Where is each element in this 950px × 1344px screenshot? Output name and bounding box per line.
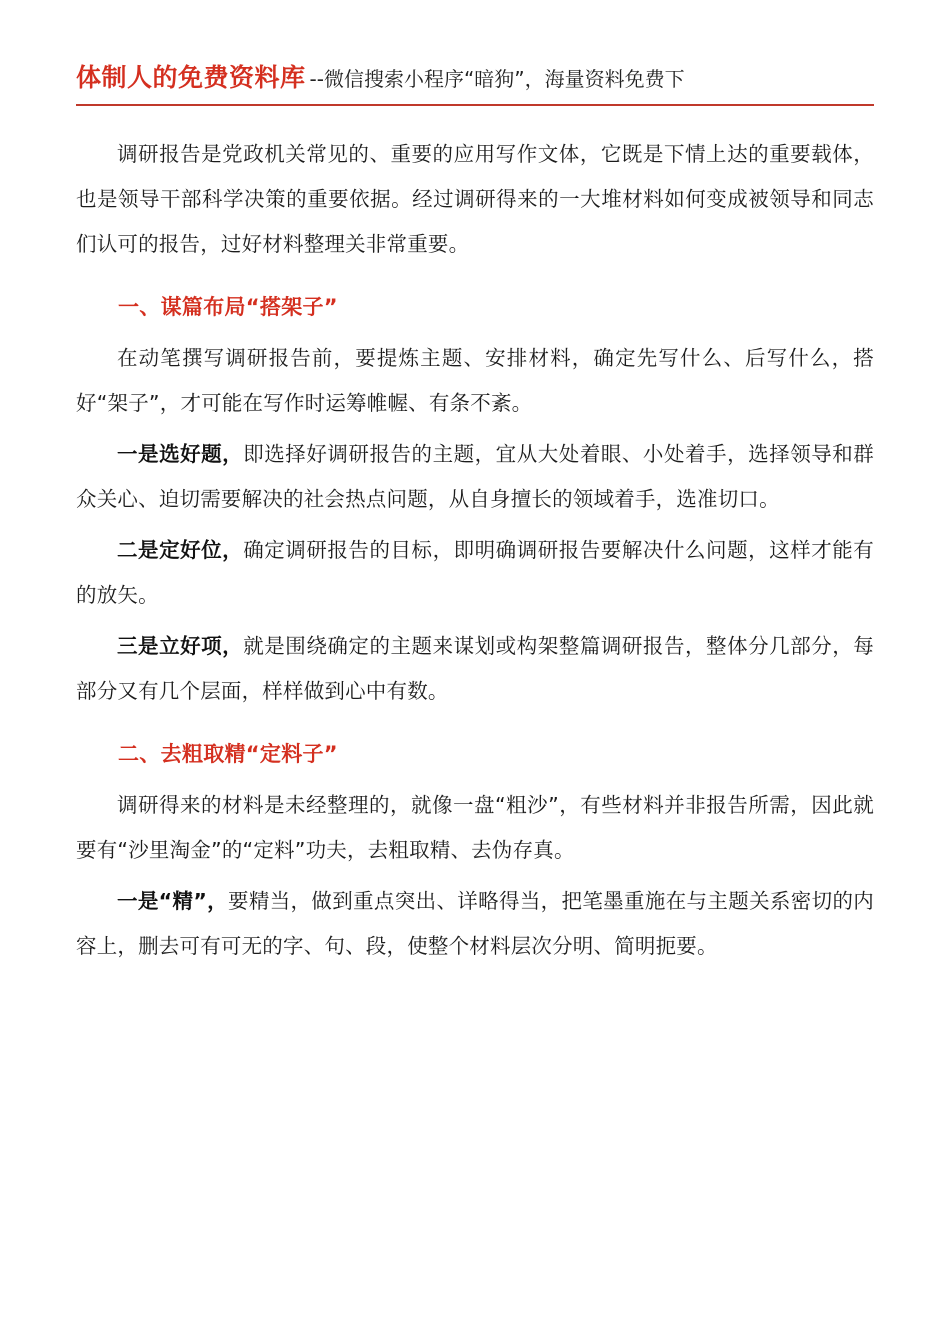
- document-body: [76, 106, 874, 969]
- header-title: 体制人的免费资料库: [76, 63, 306, 92]
- paragraph: [76, 879, 874, 969]
- paragraph: [76, 528, 874, 618]
- paragraph-text: 确定调研报告的目标，即明确调研报告要解决什么问题，这样才能有的放矢。: [76, 538, 875, 607]
- paragraph-lead: 一是选好题，: [117, 442, 244, 466]
- section-title-1: 一、谋篇布局“搭架子”: [118, 295, 338, 319]
- header-subtitle: --微信搜索小程序“暗狗”，海量资料免费下: [309, 67, 685, 91]
- paragraph: [76, 432, 874, 522]
- paragraph-lead: 三是立好项，: [117, 634, 244, 658]
- paragraph: [76, 624, 874, 714]
- paragraph-text: 即选择好调研报告的主题，宜从大处着眼、小处着手，选择领导和群众关心、迫切需要解决的社会热点问题，从自身擅长的领域着手，选准切口。: [76, 442, 875, 511]
- paragraph-lead: 一是“精”，: [117, 889, 229, 913]
- page-header: [76, 0, 874, 106]
- intro-paragraph: 调研报告是党政机关常见的、重要的应用写作文体，它既是下情上达的重要载体，也是领导干部科学决策的重要依据。经过调研得来的一大堆材料如何变成被领导和同志们认可的报告，过好材料整理关非常重要。: [76, 142, 874, 256]
- paragraph: 在动笔撰写调研报告前，要提炼主题、安排材料，确定先写什么、后写什么，搭好“架子”，才可能在写作时运筹帷幄、有条不紊。: [76, 346, 874, 415]
- section-title-2: 二、去粗取精“定料子”: [118, 742, 338, 766]
- paragraph-lead: 二是定好位，: [117, 538, 244, 562]
- paragraph-text: 就是围绕确定的主题来谋划或构架整篇调研报告，整体分几部分，每部分又有几个层面，样样做到心中有数。: [76, 634, 875, 703]
- paragraph-text: 要精当，做到重点突出、详略得当，把笔墨重施在与主题关系密切的内容上，删去可有可无的字、句、段，使整个材料层次分明、简明扼要。: [76, 889, 874, 958]
- paragraph: 调研得来的材料是未经整理的，就像一盘“粗沙”，有些材料并非报告所需，因此就要有“沙里淘金”的“定料”功夫，去粗取精、去伪存真。: [76, 793, 874, 862]
